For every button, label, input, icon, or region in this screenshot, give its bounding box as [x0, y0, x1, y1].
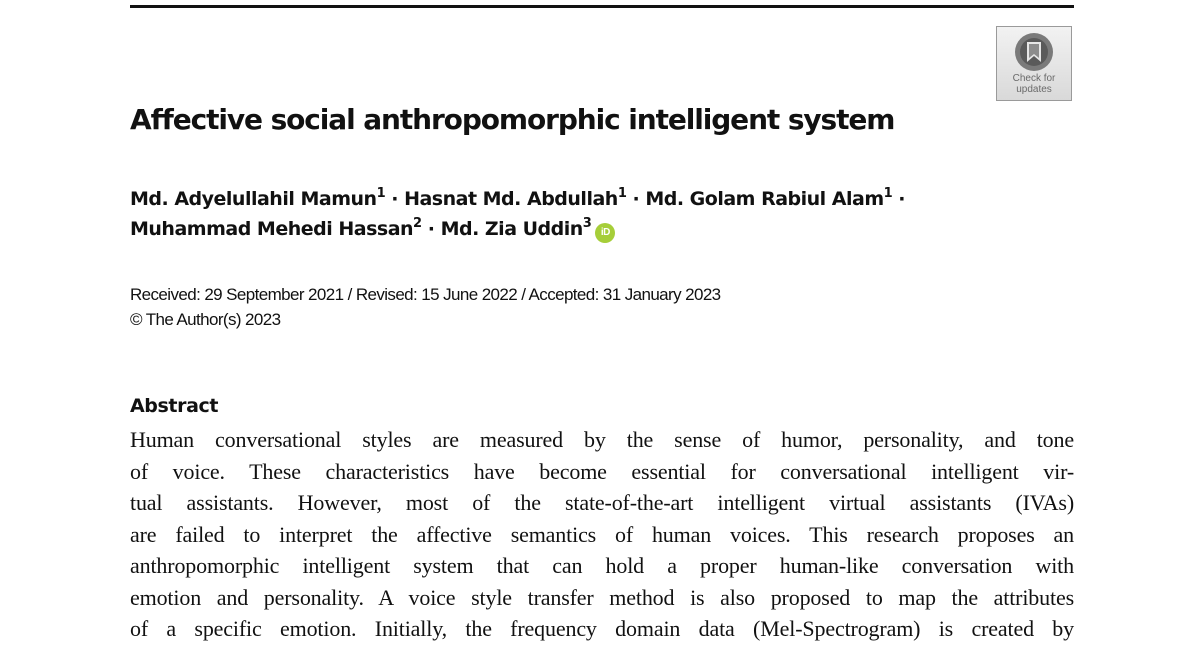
abstract-line: of voice. These characteristics have become essential for conversational intelligent vir-	[130, 458, 1074, 484]
header-rule	[130, 5, 1074, 8]
author-line-1	[130, 184, 1070, 214]
check-for-updates-badge[interactable]	[996, 26, 1072, 101]
abstract-line: Human conversational styles are measured by the sense of humor, personality, and tone	[130, 427, 1074, 452]
affiliation-marker: 2	[413, 215, 422, 231]
abstract-line: are failed to interpret the affective semantics of human voices. This research proposes an	[130, 521, 1074, 547]
abstract-line: emotion and personality. A voice style transfer method is also proposed to map the attributes	[130, 584, 1074, 610]
author-separator: ·	[391, 188, 398, 210]
author-line-2	[130, 214, 1070, 244]
abstract-line: of a specific emotion. Initially, the frequency domain data (Mel-Spectrogram) is created by	[130, 616, 1074, 641]
abstract-line: tual assistants. However, most of the state-of-the-art intelligent virtual assistants (IVAs)	[130, 490, 1074, 515]
badge-text-line2: updates	[1016, 84, 1052, 95]
copyright-notice: © The Author(s) 2023	[130, 310, 281, 329]
affiliation-marker: 1	[376, 185, 386, 201]
abstract-heading: Abstract	[130, 395, 219, 417]
orcid-icon[interactable]: iD	[595, 223, 615, 243]
author-name[interactable]: Md. Golam Rabiul Alam	[645, 188, 884, 210]
author-name[interactable]: Hasnat Md. Abdullah	[404, 188, 618, 210]
article-history	[130, 282, 721, 332]
crossmark-bookmark-icon	[1013, 31, 1055, 73]
author-name[interactable]: Md. Adyelullahil Mamun	[130, 188, 377, 210]
abstract-line: anthropomorphic intelligent system that can hold a proper human-like conversation with	[130, 553, 1074, 578]
affiliation-marker: 1	[883, 185, 893, 201]
badge-text-line1: Check for	[1012, 73, 1056, 84]
author-name[interactable]: Md. Zia Uddin	[440, 218, 583, 240]
author-list	[130, 184, 1070, 244]
author-separator: ·	[632, 188, 640, 210]
received-revised-accepted-dates: Received: 29 September 2021 / Revised: 15 June 2022 / Accepted: 31 January 2023	[130, 285, 721, 304]
author-separator: ·	[898, 188, 906, 210]
affiliation-marker: 3	[582, 215, 592, 231]
affiliation-marker: 1	[617, 185, 627, 201]
article-title: Affective social anthropomorphic intelligent system	[130, 103, 895, 136]
author-name[interactable]: Muhammad Mehedi Hassan	[130, 218, 414, 240]
author-separator: ·	[427, 218, 435, 240]
abstract-body	[130, 424, 1074, 645]
